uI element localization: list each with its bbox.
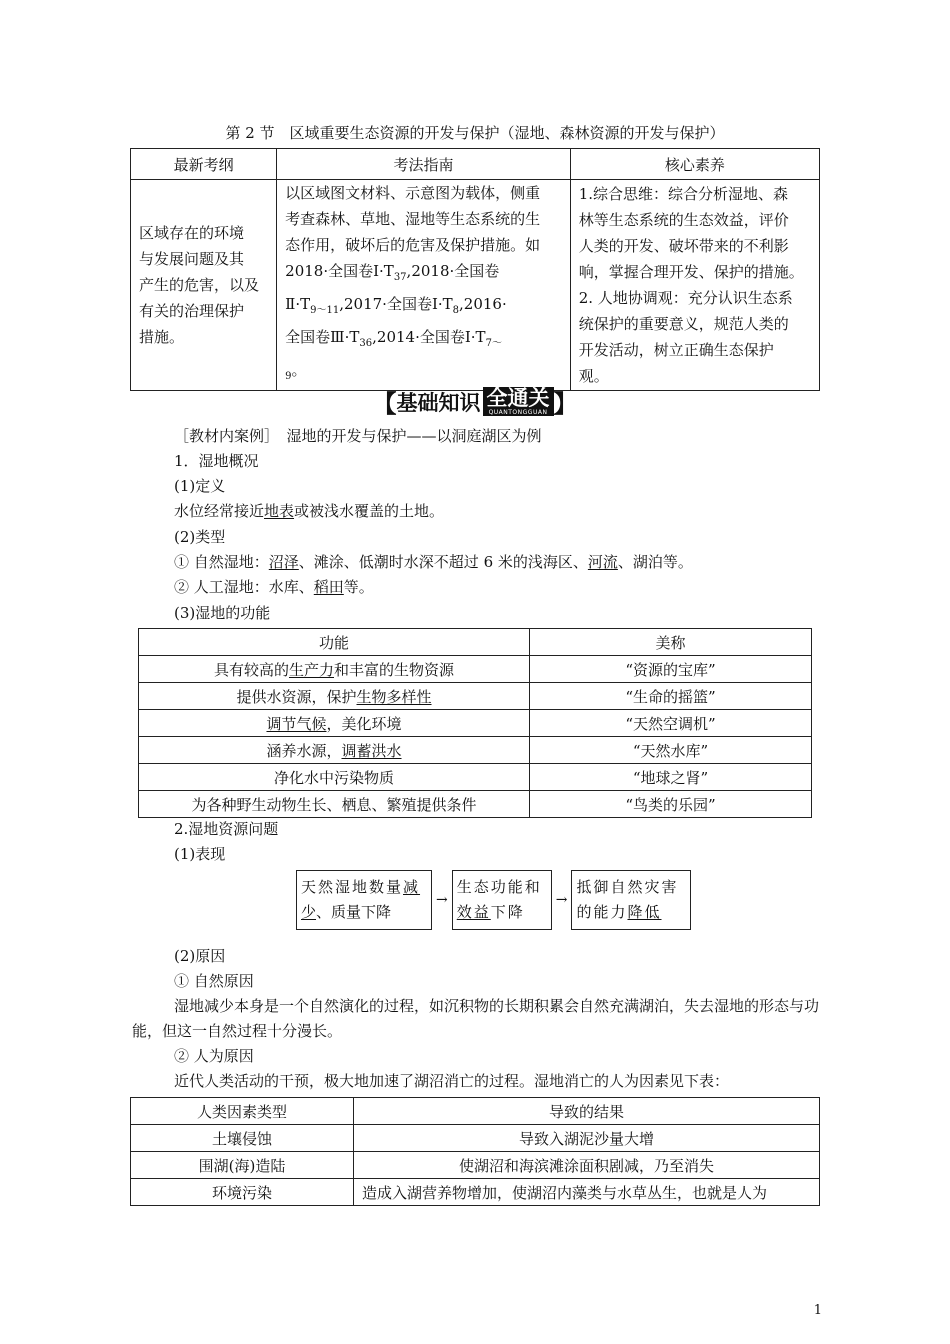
exam-guide-cell: 以区域图文材料、示意图为载体，侧重 考查森林、草地、湿地等生态系统的生 态作用，破坏后的危害及保护措施。如 2018·全国卷$Ⅰ\cdot T_{37},2018\cdot$全国卷 $Ⅱ\cdot T_{9\sim 11},2017\cdot$全国卷$Ⅰ\cdot T_8,2016\cdot$ 全国卷$Ⅲ\cdot T_{36},2014\cdot$全国卷$Ⅰ\cdot T_{7\sim}$ $_9$。 (277, 180, 571, 391)
flow-box-wetland-decrease: 天然湿地数量减 少、质量下降 (296, 870, 432, 930)
header-syllabus: 最新考纲 (131, 149, 277, 180)
table-row: 调节气候，美化环境 “天然空调机” (139, 710, 812, 737)
heading-manifestation: (1)表现 (174, 845, 226, 863)
page-number: 1 (813, 1303, 822, 1318)
arrow-icon: → (436, 892, 448, 908)
exam-ref-line-2: $Ⅱ\cdot T_{9\sim 11},2017\cdot$全国卷$Ⅰ\cdot T_8,2016\cdot$ (285, 295, 507, 316)
section-title: 第 2 节 区域重要生态资源的开发与保护（湿地、森林资源的开发与保护） (225, 124, 725, 142)
header-factor-type: 人类因素类型 (131, 1098, 354, 1125)
banner-text: 基础知识 (396, 390, 481, 415)
table-row: 净化水中污染物质 “地球之肾” (139, 764, 812, 791)
definition-text: 水位经常接近地表或被浅水覆盖的土地。 (174, 502, 445, 520)
table-row: 提供水资源，保护生物多样性 “生命的摇篮” (139, 683, 812, 710)
wetland-function-table (138, 628, 812, 818)
core-literacy-cell: 1.综合思维：综合分析湿地、森 林等生态系统的生态效益，评价 人类的开发、破坏带来的不利影 响，掌握合理开发、保护的措施。 2. 人地协调观：充分认识生态系 统保护的重要意义，规范人类的 开发活动，树立正确生态保护 观。 (570, 180, 819, 391)
exam-ref-line-1: 2018·全国卷$Ⅰ\cdot T_{37},2018\cdot$全国卷 (285, 262, 500, 283)
heading-definition: (1)定义 (174, 477, 226, 495)
exam-ref-line-4: $_9$。 (285, 361, 307, 382)
heading-human-causes: ② 人为原因 (174, 1047, 254, 1065)
human-causes-text: 近代人类活动的干预，极大地加速了湖沼消亡的过程。湿地消亡的人为因素见下表： (174, 1072, 730, 1090)
header-exam-guide: 考法指南 (277, 149, 571, 180)
flow-box-function-decline: 生态功能和 效益下降 (452, 870, 552, 930)
human-factor-table (130, 1097, 820, 1206)
table-row: 环境污染 造成入湖营养物增加，使湖沼内藻类与水草丛生，也就是人为 (131, 1179, 820, 1206)
header-nickname: 美称 (530, 629, 812, 656)
heading-wetland-overview: 1．湿地概况 (174, 452, 259, 470)
heading-natural-causes: ① 自然原因 (174, 972, 254, 990)
manifestation-flowchart (296, 870, 691, 930)
flow-box-disaster-resistance: 抵御自然灾害 的能力降低 (571, 870, 691, 930)
natural-wetland-text: ① 自然湿地：沼泽、滩涂、低潮时水深不超过 6 米的浅海区、河流、湖泊等。 (174, 553, 693, 571)
overview-table (130, 148, 820, 391)
header-result: 导致的结果 (354, 1098, 820, 1125)
heading-types: (2)类型 (174, 528, 226, 546)
table-row: 土壤侵蚀 导致入湖泥沙量大增 (131, 1125, 820, 1152)
table-row: 具有较高的生产力和丰富的生物资源 “资源的宝库” (139, 656, 812, 683)
heading-causes: (2)原因 (174, 947, 226, 965)
natural-causes-text: 湿地减少本身是一个自然演化的过程，如沉积物的长期积累会自然充满湖泊，失去湿地的形态与功能，但这一自然过程十分漫长。 (132, 997, 820, 1040)
table-row: 为各种野生动物生长、栖息、繁殖提供条件 “鸟类的乐园” (139, 791, 812, 818)
artificial-wetland-text: ② 人工湿地：水库、稻田等。 (174, 578, 374, 596)
heading-wetland-problems: 2.湿地资源问题 (174, 820, 279, 838)
basic-knowledge-banner: 【 基础知识 全通关 QUANTONGGUAN 】 (372, 386, 578, 418)
heading-functions: (3)湿地的功能 (174, 604, 271, 622)
case-line: ［教材内案例］ 湿地的开发与保护——以洞庭湖区为例 (174, 427, 542, 445)
banner-badge: 全通关 QUANTONGGUAN (483, 387, 554, 416)
header-function: 功能 (139, 629, 530, 656)
table-row: 围湖(海)造陆 使湖沼和海滨滩涂面积剧减，乃至消失 (131, 1152, 820, 1179)
arrow-icon: → (555, 892, 568, 908)
syllabus-cell: 区域存在的环境 与发展问题及其 产生的危害，以及 有关的治理保护 措施。 (131, 180, 277, 391)
header-core-literacy: 核心素养 (570, 149, 819, 180)
exam-ref-line-3: 全国卷$Ⅲ\cdot T_{36},2014\cdot$全国卷$Ⅰ\cdot T_{7\sim}$ (285, 328, 502, 349)
table-row: 涵养水源，调蓄洪水 “天然水库” (139, 737, 812, 764)
